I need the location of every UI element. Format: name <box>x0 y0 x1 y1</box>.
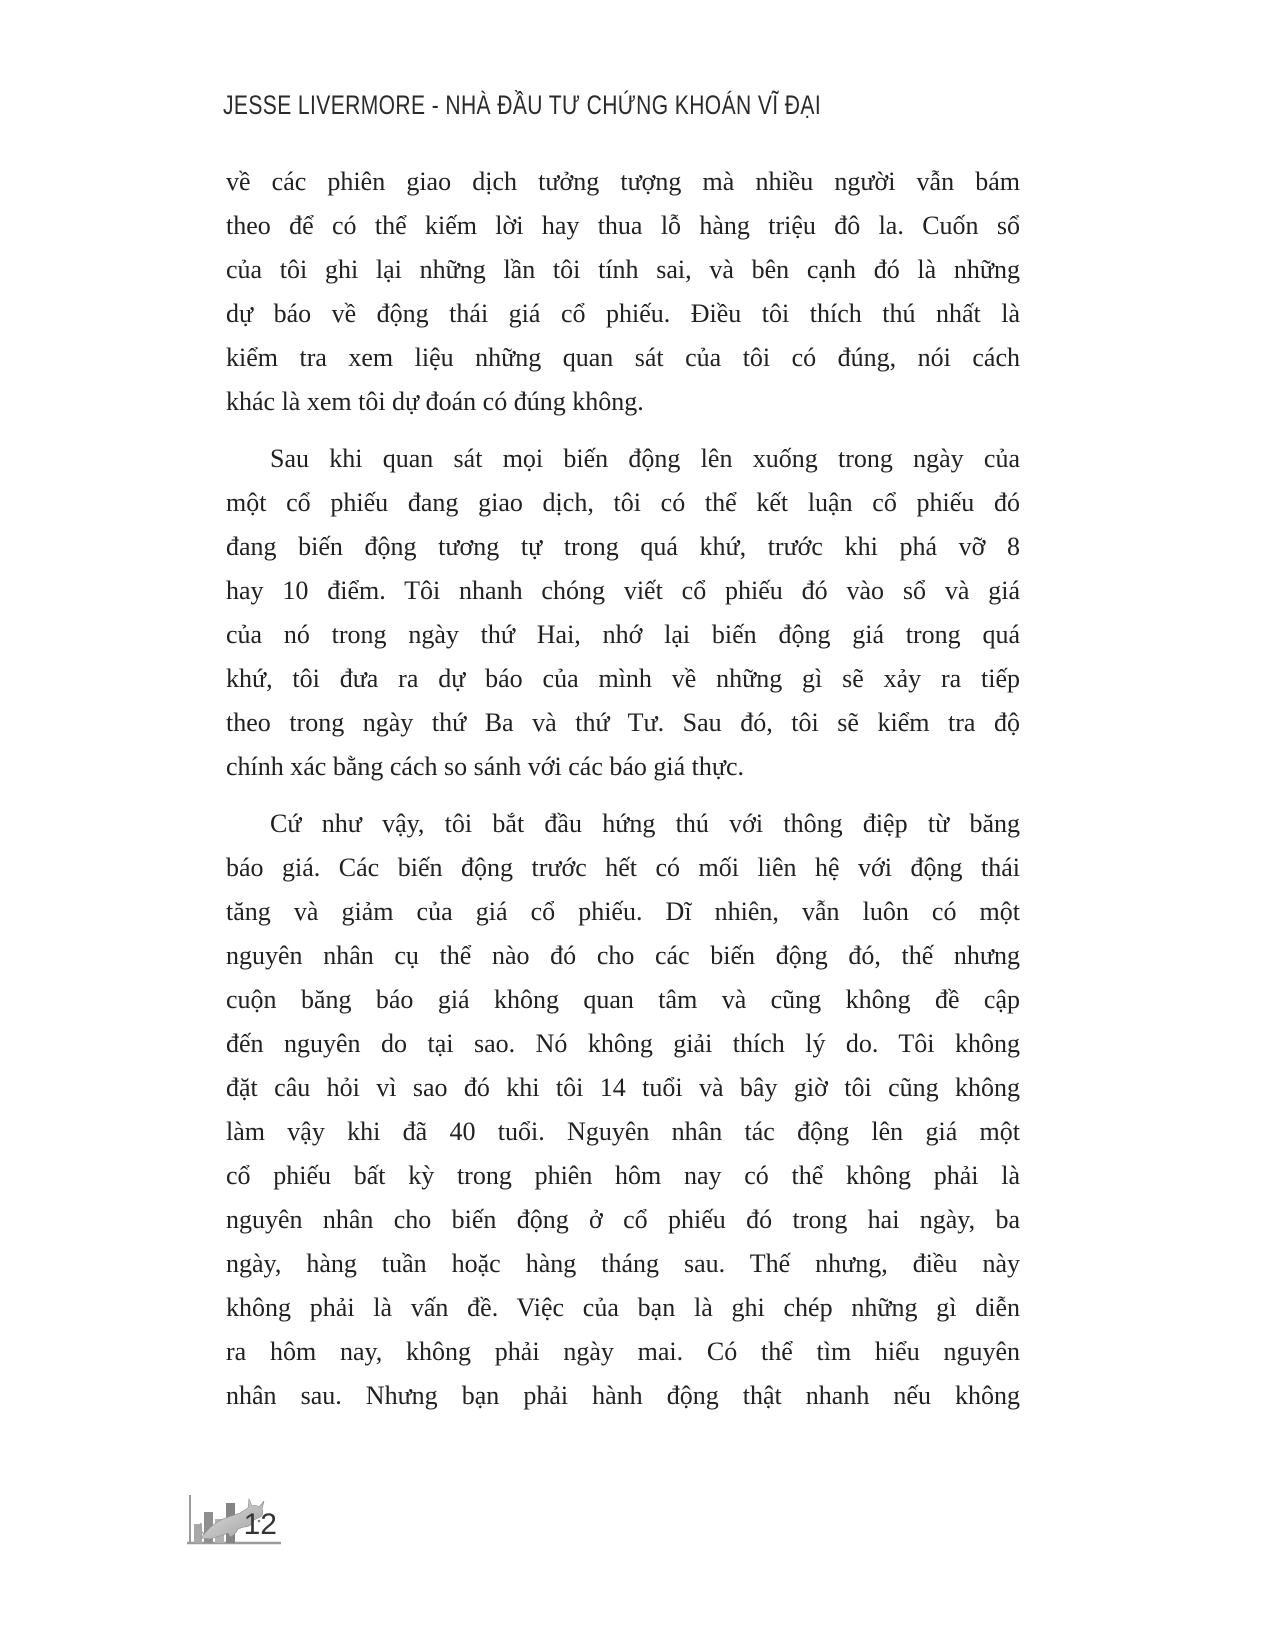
text-line: đang biến động tương tự trong quá khứ, trước khi phá vỡ 8 <box>226 532 1020 561</box>
paragraph <box>226 802 1020 1418</box>
paragraph <box>226 160 1020 424</box>
text-line: của tôi ghi lại những lần tôi tính sai, và bên cạnh đó là những <box>226 255 1020 284</box>
text-line: đặt câu hỏi vì sao đó khi tôi 14 tuổi và bây giờ tôi cũng không <box>226 1073 1020 1102</box>
text-line: nhân sau. Nhưng bạn phải hành động thật nhanh nếu không <box>226 1381 1020 1410</box>
text-line: tăng và giảm của giá cổ phiếu. Dĩ nhiên, vẫn luôn có một <box>226 897 1020 926</box>
text-line: theo để có thể kiếm lời hay thua lỗ hàng triệu đô la. Cuốn sổ <box>226 211 1020 240</box>
text-line: cuộn băng báo giá không quan tâm và cũng không đề cập <box>226 985 1020 1014</box>
text-line: Cứ như vậy, tôi bắt đầu hứng thú với thông điệp từ băng <box>270 809 1020 838</box>
text-line: một cổ phiếu đang giao dịch, tôi có thể kết luận cổ phiếu đó <box>226 488 1020 517</box>
text-line: không phải là vấn đề. Việc của bạn là ghi chép những gì diễn <box>226 1293 1020 1322</box>
text-line: dự báo về động thái giá cổ phiếu. Điều tôi thích thú nhất là <box>226 299 1020 328</box>
text-line: về các phiên giao dịch tưởng tượng mà nhiều người vẫn bám <box>226 167 1020 196</box>
paragraph <box>226 437 1020 789</box>
text-line: ra hôm nay, không phải ngày mai. Có thể tìm hiểu nguyên <box>226 1337 1020 1366</box>
text-line: theo trong ngày thứ Ba và thứ Tư. Sau đó, tôi sẽ kiểm tra độ <box>226 708 1020 737</box>
text-line: của nó trong ngày thứ Hai, nhớ lại biến động giá trong quá <box>226 620 1020 649</box>
text-line: làm vậy khi đã 40 tuổi. Nguyên nhân tác động lên giá một <box>226 1117 1020 1146</box>
text-line: chính xác bằng cách so sánh với các báo giá thực. <box>226 752 745 781</box>
body-text <box>226 160 1020 1418</box>
text-line: báo giá. Các biến động trước hết có mối liên hệ với động thái <box>226 853 1020 882</box>
text-line: nguyên nhân cụ thể nào đó cho các biến động đó, thế nhưng <box>226 941 1020 970</box>
running-header: JESSE LIVERMORE - NHÀ ĐẦU TƯ CHỨNG KHOÁN VĨ ĐẠI <box>223 90 822 120</box>
text-line: kiểm tra xem liệu những quan sát của tôi có đúng, nói cách <box>226 343 1020 372</box>
page-number: 12 <box>243 1508 277 1541</box>
page-footer <box>186 1490 281 1546</box>
text-line: Sau khi quan sát mọi biến động lên xuống trong ngày của <box>270 444 1020 473</box>
text-line: hay 10 điểm. Tôi nhanh chóng viết cổ phiếu đó vào sổ và giá <box>226 576 1020 605</box>
text-line: khứ, tôi đưa ra dự báo của mình về những gì sẽ xảy ra tiếp <box>226 664 1020 693</box>
text-line: nguyên nhân cho biến động ở cổ phiếu đó trong hai ngày, ba <box>226 1205 1020 1234</box>
text-line: khác là xem tôi dự đoán có đúng không. <box>226 387 644 416</box>
text-line: ngày, hàng tuần hoặc hàng tháng sau. Thế nhưng, điều này <box>226 1249 1020 1278</box>
text-line: đến nguyên do tại sao. Nó không giải thích lý do. Tôi không <box>226 1029 1020 1058</box>
text-line: cổ phiếu bất kỳ trong phiên hôm nay có thể không phải là <box>226 1161 1020 1190</box>
